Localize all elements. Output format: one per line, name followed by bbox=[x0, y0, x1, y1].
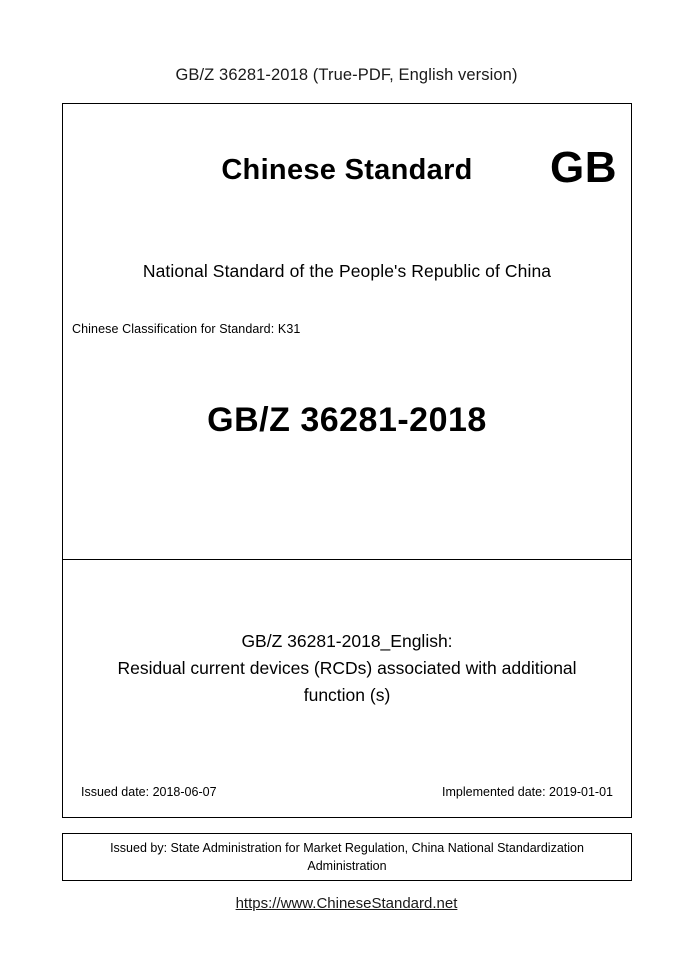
cover-main-title: Chinese Standard bbox=[221, 154, 473, 186]
page-title: GB/Z 36281-2018 (True-PDF, English version) bbox=[175, 66, 518, 84]
cover-upper-section bbox=[63, 104, 631, 560]
implemented-date: Implemented date: 2019-01-01 bbox=[442, 785, 613, 799]
issuer-box bbox=[62, 833, 632, 881]
classification-code: Chinese Classification for Standard: K31 bbox=[72, 322, 301, 336]
issuer-text bbox=[110, 839, 584, 875]
standard-number: GB/Z 36281-2018 bbox=[207, 401, 487, 439]
english-title bbox=[77, 628, 617, 709]
issuer-line-2: Administration bbox=[307, 859, 387, 873]
issued-date: Issued date: 2018-06-07 bbox=[81, 785, 217, 799]
gb-logo-mark: GB bbox=[550, 143, 617, 192]
date-row bbox=[81, 785, 613, 799]
english-title-line-3: function (s) bbox=[303, 685, 391, 705]
english-title-line-1: GB/Z 36281-2018_English: bbox=[241, 631, 453, 651]
cover-lower-section bbox=[63, 560, 631, 817]
standard-cover-box bbox=[62, 103, 632, 818]
english-title-line-2: Residual current devices (RCDs) associated with additional bbox=[117, 658, 577, 678]
source-website-link[interactable]: https://www.ChineseStandard.net bbox=[235, 895, 458, 912]
issuer-line-1: Issued by: State Administration for Market Regulation, China National Standardization bbox=[110, 841, 584, 855]
cover-subtitle: National Standard of the People's Republic of China bbox=[142, 261, 552, 281]
